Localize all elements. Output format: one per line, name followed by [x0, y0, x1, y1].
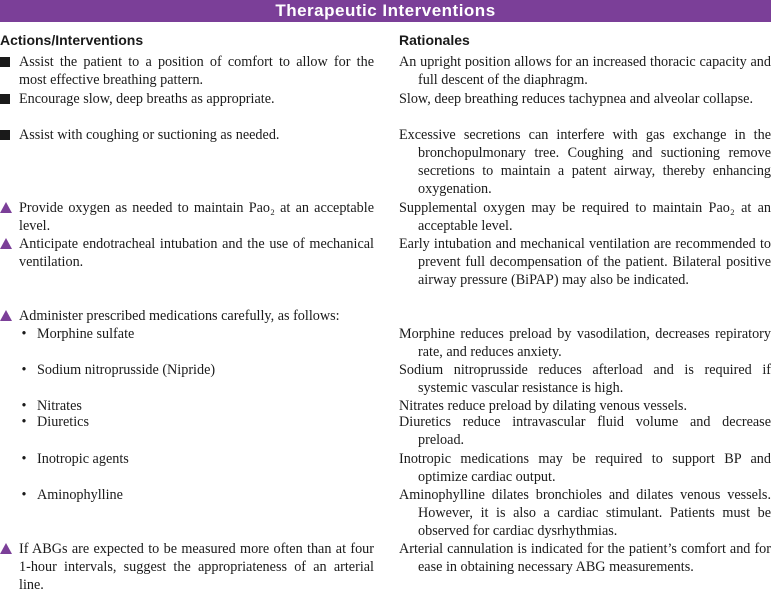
rationale-item: Aminophylline dilates bronchioles and dilates venous vessels. However, it is also a cardiac stimulant. Patients must be observed for cardiac dysrhythmias. [399, 487, 771, 540]
rationale-item: Inotropic medications may be required to support BP and optimize cardiac output. [399, 451, 771, 486]
medication-item: • Morphine sulfate [19, 325, 134, 343]
rationale-item: An upright position allows for an increased thoracic capacity and full descent of the diaphragm. [399, 54, 771, 89]
rationale-item: Diuretics reduce intravascular fluid volume and decrease preload. [399, 414, 771, 449]
dot-bullet-icon: • [21, 414, 27, 430]
triangle-bullet-icon [0, 543, 12, 554]
rationale-item: Morphine reduces preload by vasodilation, decreases repiratory rate, and reduces anxiety. [399, 326, 771, 361]
rationale-item: Excessive secretions can interfere with gas exchange in the bronchopulmonary tree. Coughing and suctioning remove secretions to maintain a patent airway, thereby enhancing oxygenation. [399, 127, 771, 198]
action-item: Administer prescribed medications carefully, as follows: [0, 307, 374, 325]
dot-bullet-icon: • [21, 451, 27, 467]
rationale-item: Early intubation and mechanical ventilation are recommended to prevent full decompensation of the patient. Bilateral positive airway pressure (BiPAP) may also be indicated. [399, 236, 771, 289]
dot-bullet-icon: • [21, 326, 27, 342]
action-item: If ABGs are expected to be measured more often than at four 1-hour intervals, suggest the appropriateness of an arterial line. [0, 540, 374, 594]
triangle-bullet-icon [0, 238, 12, 249]
section-title-banner [0, 0, 771, 22]
medication-item: • Diuretics [19, 413, 89, 431]
actions-column-header: Actions/Interventions [0, 32, 144, 48]
medication-item: • Inotropic agents [19, 450, 129, 468]
section-title: Therapeutic Interventions [275, 1, 496, 20]
dot-bullet-icon: • [21, 362, 27, 378]
rationales-column-header: Rationales [399, 32, 470, 48]
medication-item: • Nitrates [19, 397, 82, 415]
square-bullet-icon [0, 94, 10, 104]
action-item: Assist with coughing or suctioning as needed. [0, 126, 374, 144]
action-item: Assist the patient to a position of comfort to allow for the most effective breathing pattern. [0, 53, 374, 89]
rationale-item: Nitrates reduce preload by dilating venous vessels. [399, 398, 688, 414]
triangle-bullet-icon [0, 310, 12, 321]
dot-bullet-icon: • [21, 398, 27, 414]
square-bullet-icon [0, 130, 10, 140]
rationale-item: Supplemental oxygen may be required to maintain Pao₂ at an acceptable level. [399, 200, 771, 235]
rationale-item: Arterial cannulation is indicated for the patient’s comfort and for ease in obtaining necessary ABG measurements. [399, 541, 771, 576]
medication-item: • Aminophylline [19, 486, 123, 504]
action-item: Anticipate endotracheal intubation and the use of mechanical ventilation. [0, 235, 374, 271]
square-bullet-icon [0, 57, 10, 67]
triangle-bullet-icon [0, 202, 12, 213]
action-item: Provide oxygen as needed to maintain Pao₂ at an acceptable level. [0, 199, 374, 235]
action-item: Encourage slow, deep breaths as appropriate. [0, 90, 374, 108]
medication-item: • Sodium nitroprusside (Nipride) [19, 361, 215, 379]
rationale-item: Slow, deep breathing reduces tachypnea and alveolar collapse. [399, 91, 754, 107]
dot-bullet-icon: • [21, 487, 27, 503]
rationale-item: Sodium nitroprusside reduces afterload and is required if systemic vascular resistance is high. [399, 362, 771, 397]
